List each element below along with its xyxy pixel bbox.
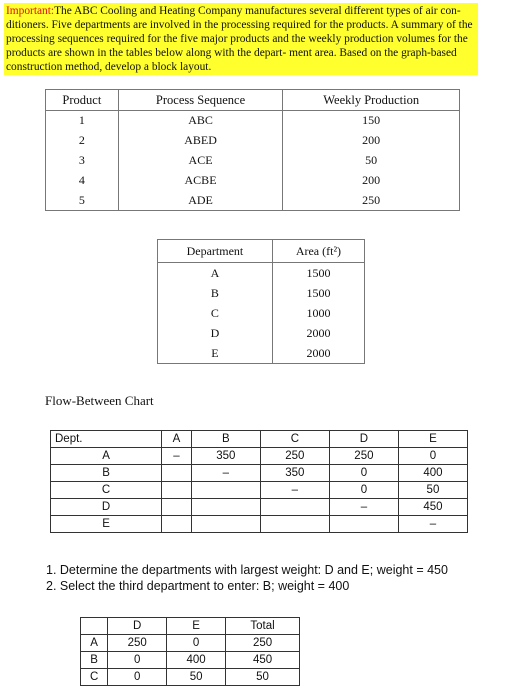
flow-cell: A — [51, 448, 162, 465]
table-row — [158, 343, 365, 364]
flow-cell: – — [191, 465, 260, 482]
sequence-cell: ADE — [118, 191, 283, 211]
product-cell: 5 — [46, 191, 119, 211]
table-row — [51, 448, 468, 465]
table-row — [51, 499, 468, 516]
table-row — [46, 151, 460, 171]
header-department: Department — [158, 240, 273, 263]
flow-cell: D — [51, 499, 162, 516]
flow-cell: 0 — [329, 465, 398, 482]
summary-cell: 0 — [108, 652, 167, 669]
product-cell: 4 — [46, 171, 119, 191]
table-row — [158, 303, 365, 323]
summary-cell: 50 — [226, 669, 300, 686]
header-blank — [81, 618, 108, 635]
products-header-row — [46, 90, 460, 111]
flow-between-table — [50, 430, 468, 533]
flow-cell: 50 — [398, 482, 467, 499]
flow-cell: C — [51, 482, 162, 499]
production-cell: 200 — [362, 133, 381, 147]
summary-cell: 0 — [108, 669, 167, 686]
production-cell: 150 — [362, 113, 381, 128]
products-table — [45, 89, 460, 211]
table-row — [158, 263, 365, 284]
summary-cell: 0 — [167, 635, 226, 652]
flow-cell — [260, 516, 329, 533]
flow-cell — [260, 499, 329, 516]
flow-cell: – — [329, 499, 398, 516]
sequence-cell: ACBE — [118, 171, 283, 191]
flow-header-row — [51, 431, 468, 448]
header-process-sequence: Process Sequence — [118, 90, 283, 111]
flow-cell — [191, 482, 260, 499]
sequence-cell: ACE — [118, 151, 283, 171]
flow-cell — [162, 499, 192, 516]
area-cell: 1500 — [306, 285, 331, 300]
table-row — [158, 283, 365, 303]
area-cell: 1500 — [306, 265, 331, 280]
department-cell: E — [158, 343, 273, 364]
summary-cell: 50 — [167, 669, 226, 686]
department-cell: B — [158, 283, 273, 303]
department-cell: D — [158, 323, 273, 343]
table-row — [51, 516, 468, 533]
department-cell: C — [158, 303, 273, 323]
summary-cell: 400 — [167, 652, 226, 669]
header-d: D — [108, 618, 167, 635]
areas-header-row — [158, 240, 365, 263]
header-e: E — [398, 431, 467, 448]
flow-cell: 250 — [260, 448, 329, 465]
flow-cell: E — [51, 516, 162, 533]
flow-cell — [329, 516, 398, 533]
important-label: Important: — [6, 5, 55, 17]
flow-cell — [191, 516, 260, 533]
flow-cell: – — [162, 448, 192, 465]
table-row — [46, 191, 460, 211]
summary-cell: C — [81, 669, 108, 686]
table-row — [51, 482, 468, 499]
header-dept: Dept. — [51, 431, 162, 448]
flow-cell — [162, 516, 192, 533]
sequence-cell: ABC — [118, 111, 283, 131]
production-cell: 200 — [362, 173, 381, 187]
weight-summary-table — [80, 617, 300, 686]
flow-cell: 0 — [329, 482, 398, 499]
production-cell: 50 — [365, 153, 378, 167]
flow-cell: – — [260, 482, 329, 499]
header-a: A — [162, 431, 192, 448]
header-total: Total — [226, 618, 300, 635]
summary-header-row — [81, 618, 300, 635]
header-area: Area (ft²) — [272, 240, 364, 263]
summary-cell: B — [81, 652, 108, 669]
table-row — [46, 171, 460, 191]
production-cell: 250 — [362, 192, 381, 207]
table-row — [46, 111, 460, 131]
flow-cell: 250 — [329, 448, 398, 465]
area-cell: 2000 — [306, 345, 331, 360]
department-cell: A — [158, 263, 273, 284]
sequence-cell: ABED — [118, 131, 283, 151]
summary-cell: 450 — [226, 652, 300, 669]
flow-cell: B — [51, 465, 162, 482]
flow-cell — [162, 482, 192, 499]
table-row — [51, 465, 468, 482]
flow-cell: 450 — [398, 499, 467, 516]
flow-cell: 350 — [191, 448, 260, 465]
area-cell: 2000 — [306, 325, 331, 340]
table-row — [46, 131, 460, 151]
table-row — [81, 669, 300, 686]
department-area-table — [157, 239, 365, 364]
table-row — [81, 635, 300, 652]
product-cell: 2 — [46, 131, 119, 151]
header-weekly-production: Weekly Production — [283, 90, 460, 111]
header-c: C — [260, 431, 329, 448]
summary-cell: 250 — [226, 635, 300, 652]
header-product: Product — [46, 90, 119, 111]
note-step-1: 1. Determine the departments with largest weight: D and E; weight = 450 — [46, 563, 448, 577]
problem-text: The ABC Cooling and Heating Company manufactures several different types of air con- ditioners. Five departments are involved in the processing required for the products. A summary of the processing sequences required for the five major products and the weekly production volumes for the products are shown in the tables below along with the depart- ment area. Based on the graph-based construction method, develop a block layout. — [6, 5, 473, 73]
flow-cell: – — [398, 516, 467, 533]
flow-cell — [191, 499, 260, 516]
table-row — [81, 652, 300, 669]
area-cell: 1000 — [306, 305, 331, 320]
flow-cell: 400 — [398, 465, 467, 482]
problem-statement — [4, 3, 478, 75]
header-d: D — [329, 431, 398, 448]
flow-chart-title: Flow-Between Chart — [45, 393, 154, 408]
summary-cell: 250 — [108, 635, 167, 652]
flow-cell — [162, 465, 192, 482]
header-b: B — [191, 431, 260, 448]
product-cell: 1 — [46, 111, 119, 131]
summary-cell: A — [81, 635, 108, 652]
flow-cell: 350 — [260, 465, 329, 482]
flow-cell: 0 — [398, 448, 467, 465]
table-row — [158, 323, 365, 343]
header-e: E — [167, 618, 226, 635]
note-step-2: 2. Select the third department to enter: B; weight = 400 — [46, 579, 350, 593]
product-cell: 3 — [46, 151, 119, 171]
